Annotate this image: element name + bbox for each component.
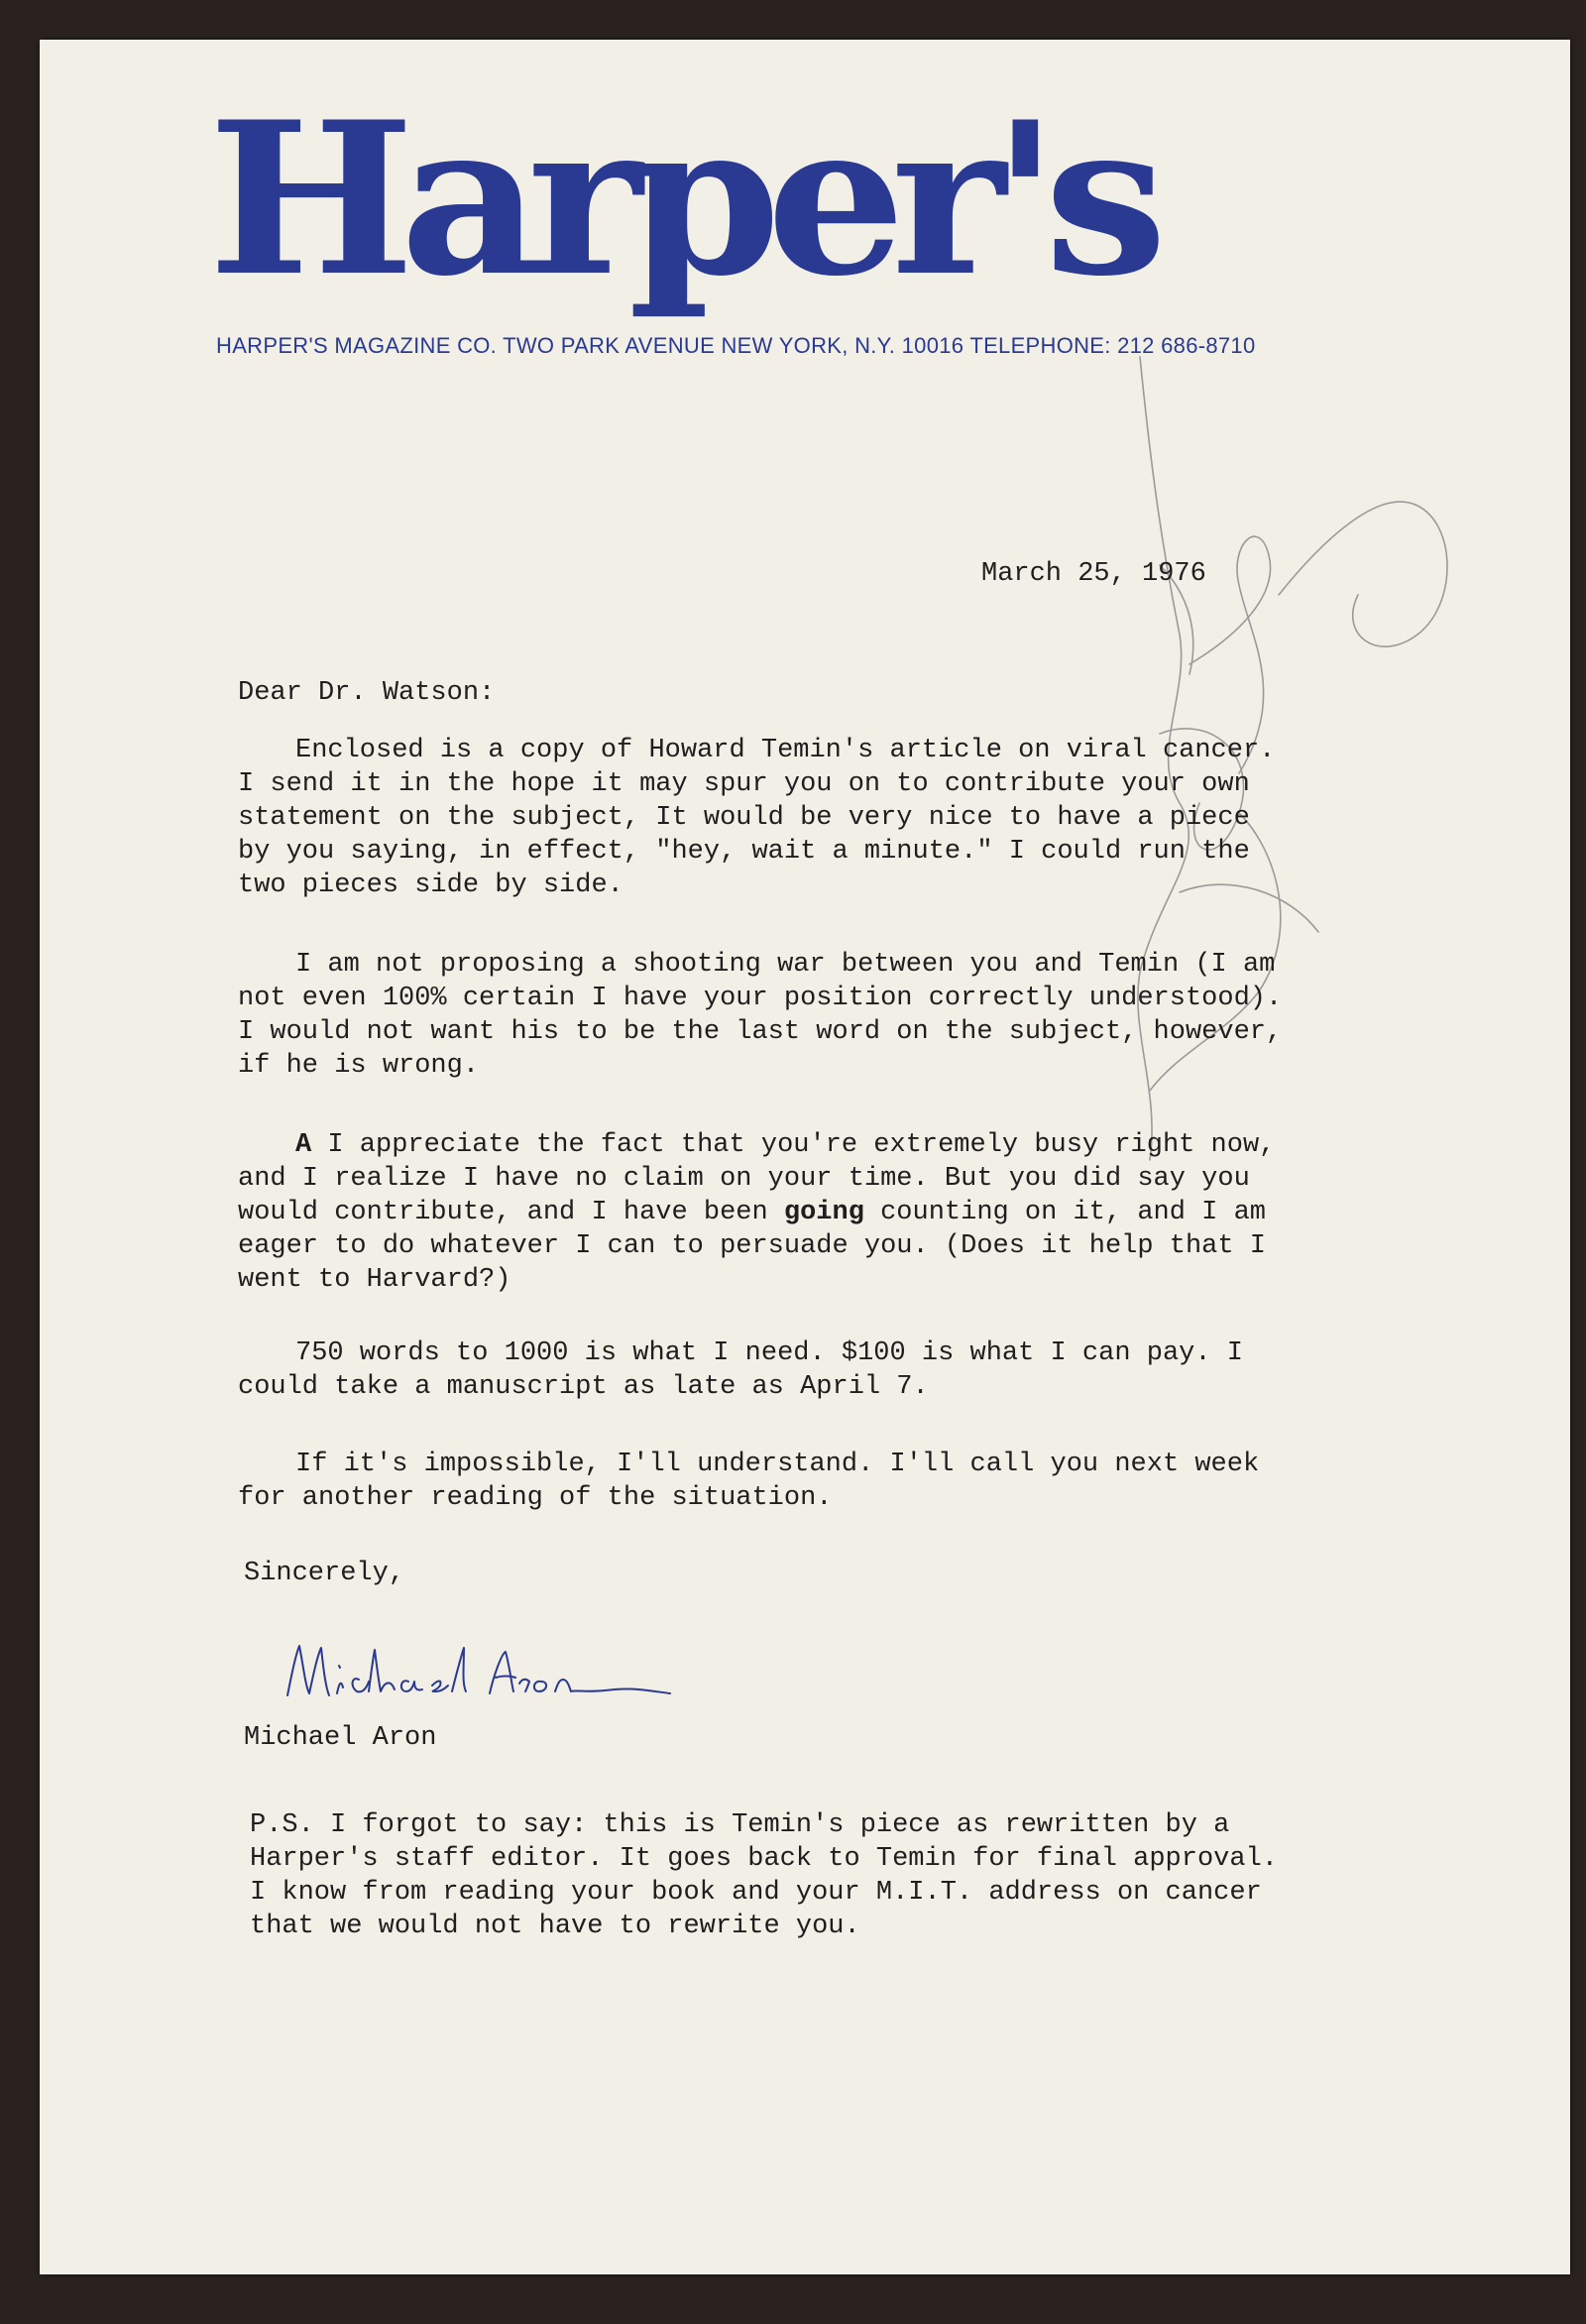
postscript [250,1808,1278,1943]
text-line: for another reading of the situation. [238,1483,833,1513]
salutation: Dear Dr. Watson: [238,678,496,708]
text-line: and I realize I have no claim on your time. But you did say you [238,1164,1250,1194]
text-line: if he is wrong. [238,1051,480,1081]
text-line: that we would not have to rewrite you. [250,1912,860,1941]
text-line: could take a manuscript as late as April 7. [238,1372,929,1402]
text-line: not even 100% certain I have your position correctly understood). [238,984,1283,1013]
paragraph-2 [238,948,1282,1083]
text-line [238,1128,1275,1162]
text-fragment: would contribute, and I have been [238,1198,784,1227]
harpers-logo: Harper's [208,75,1154,322]
text-line: statement on the subject, It would be very nice to have a piece [238,803,1250,833]
letter-page [40,40,1570,2274]
letter-date: March 25, 1976 [981,559,1206,589]
struck-character: A [295,1130,312,1160]
text-line [238,1196,1275,1229]
text-fragment: I appreciate the fact that you're extremely busy right now, [311,1130,1276,1160]
letterhead-address: HARPER'S MAGAZINE CO. TWO PARK AVENUE NEW YORK, N.Y. 10016 TELEPHONE: 212 686-8710 [216,333,1256,358]
text-line: I would not want his to be the last word on the subject, however, [238,1017,1283,1047]
text-line: If it's impossible, I'll understand. I'll call you next week [295,1450,1260,1479]
text-line: 750 words to 1000 is what I need. $100 is what I can pay. I [295,1338,1243,1368]
paragraph-3 [238,1128,1275,1297]
text-line: I am not proposing a shooting war between you and Temin (I am [295,950,1276,980]
text-line: went to Harvard?) [238,1265,511,1295]
text-line: by you saying, in effect, "hey, wait a minute." I could run the [238,837,1250,867]
typed-name: Michael Aron [244,1723,437,1753]
text-line: I know from reading your book and your M.I.T. address on cancer [250,1878,1262,1908]
paragraph-1 [238,734,1275,902]
paragraph-5 [238,1448,1259,1515]
text-line: Harper's staff editor. It goes back to Temin for final approval. [250,1844,1278,1874]
handwritten-signature [278,1636,674,1715]
text-line: eager to do whatever I can to persuade you. (Does it help that I [238,1231,1266,1261]
closing: Sincerely, [244,1559,405,1588]
text-line: Enclosed is a copy of Howard Temin's article on viral cancer. [295,736,1276,765]
paragraph-4 [238,1336,1243,1404]
text-line: two pieces side by side. [238,871,623,900]
text-line: I send it in the hope it may spur you on to contribute your own [238,769,1250,799]
text-fragment: counting on it, and I am [863,1198,1266,1227]
text-line: P.S. I forgot to say: this is Temin's piece as rewritten by a [250,1810,1230,1840]
struck-word: going [783,1198,864,1227]
